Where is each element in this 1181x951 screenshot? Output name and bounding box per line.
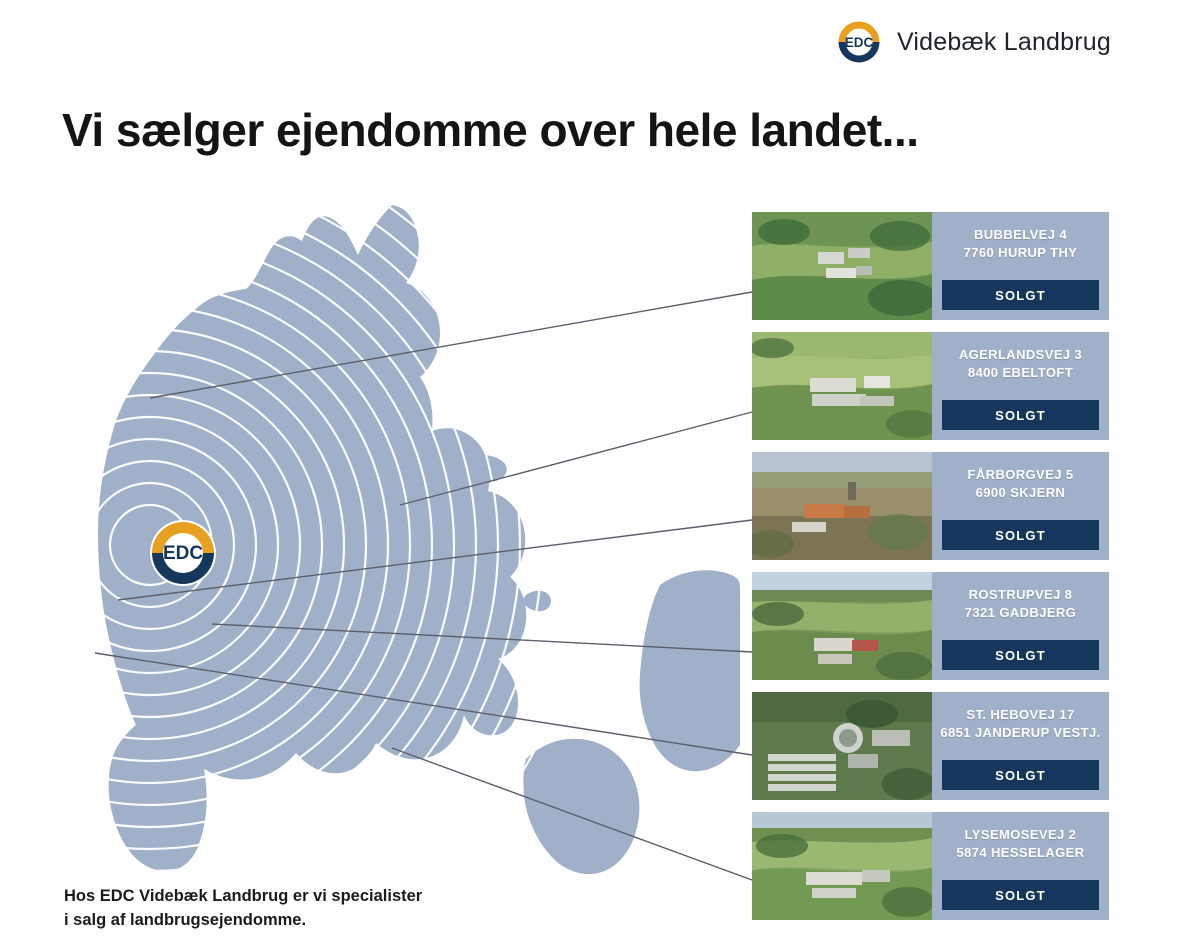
status-badge: SOLGT [942, 520, 1099, 550]
listing-info [932, 332, 1109, 440]
listing-info [932, 692, 1109, 800]
listing-street: ST. HEBOVEJ 17 [966, 707, 1075, 722]
listing-info [932, 812, 1109, 920]
aerial-farm-photo [752, 332, 932, 440]
svg-text:EDC: EDC [162, 543, 204, 564]
aerial-farm-photo [752, 812, 932, 920]
listing-city: 7760 HURUP THY [963, 244, 1078, 260]
listing-city: 7321 GADBJERG [964, 604, 1077, 620]
listing-info [932, 212, 1109, 320]
brand-header [835, 18, 1111, 66]
aerial-farm-photo [752, 572, 932, 680]
aerial-farm-photo [752, 452, 932, 560]
edc-logo-icon [835, 18, 883, 66]
denmark-map [40, 185, 740, 875]
edc-map-badge-icon [148, 518, 218, 588]
listing-city: 6851 JANDERUP VESTJ. [940, 724, 1101, 740]
listing-card[interactable] [752, 332, 1109, 440]
aerial-farm-photo [752, 212, 932, 320]
status-badge: SOLGT [942, 760, 1099, 790]
listing-card[interactable] [752, 692, 1109, 800]
listing-card[interactable] [752, 812, 1109, 920]
listing-card[interactable] [752, 212, 1109, 320]
footnote-line-2: i salg af landbrugsejendomme. [64, 910, 307, 929]
listing-street: AGERLANDSVEJ 3 [958, 347, 1083, 362]
listing-card[interactable] [752, 452, 1109, 560]
listing-city: 5874 HESSELAGER [956, 844, 1085, 860]
status-badge: SOLGT [942, 400, 1099, 430]
aerial-farm-photo [752, 692, 932, 800]
listing-city: 8400 EBELTOFT [967, 364, 1074, 380]
listing-street: LYSEMOSEVEJ 2 [964, 827, 1077, 842]
footnote [64, 885, 544, 933]
brand-name: Videbæk Landbrug [896, 27, 1111, 56]
status-badge: SOLGT [942, 280, 1099, 310]
listing-info [932, 572, 1109, 680]
listing-street: FÅRBORGVEJ 5 [967, 467, 1074, 482]
status-badge: SOLGT [942, 880, 1099, 910]
listing-info [932, 452, 1109, 560]
page-title: Vi sælger ejendomme over hele landet... [62, 104, 919, 156]
svg-text:EDC: EDC [844, 35, 874, 50]
listings-column [752, 212, 1109, 920]
footnote-line-1: Hos EDC Videbæk Landbrug er vi specialister [64, 887, 423, 905]
listing-street: ROSTRUPVEJ 8 [968, 587, 1073, 602]
listing-city: 6900 SKJERN [975, 484, 1066, 500]
listing-card[interactable] [752, 572, 1109, 680]
status-badge: SOLGT [942, 640, 1099, 670]
listing-street: BUBBELVEJ 4 [973, 227, 1067, 242]
